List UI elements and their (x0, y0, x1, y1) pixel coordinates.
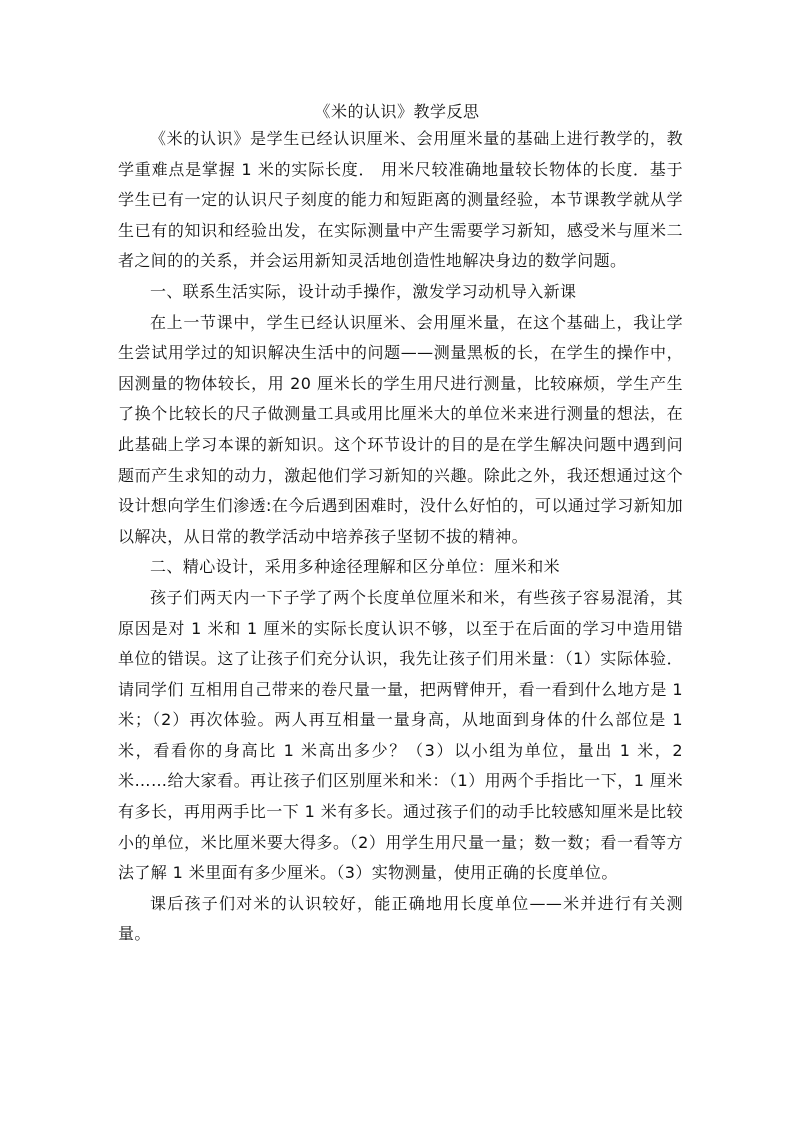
section-1-paragraph: 在上一节课中，学生已经认识厘米、会用厘米量，在这个基础上，我让学生尝试用学过的知识解决生活中的问题——测量黑板的长，在学生的操作中，因测量的物体较长，用 20 厘米长的学生用尺进行测量，比较麻烦，学生产生了换个比较长的尺子做测量工具或用比厘米大的单位米来进行测量的想法，在此基础上学习本课的新知识。这个环节设计的目的是在学生解决问题中遇到问题而产生求知的动力，激起他们学习新知的兴趣。除此之外，我还想通过这个设计想向学生们渗透:在今后遇到困难时，没什么好怕的，可以通过学习新知加以解决，从日常的教学活动中培养孩子坚韧不拔的精神。 (118, 312, 683, 546)
intro-paragraph: 《米的认识》是学生已经认识厘米、会用厘米量的基础上进行教学的，教学重难点是掌握 1 米的实际长度． 用米尺较准确地量较长物体的长度．基于学生已有一定的认识尺子刻度的能力和短距离的测量经验，本节课教学就从学生已有的知识和经验出发，在实际测量中产生需要学习新知，感受米与厘米二者之间的的关系，并会运用新知灵活地创造性地解决身边的数学问题。 (118, 129, 683, 271)
section-heading-2: 二、精心设计，采用多种途径理解和区分单位：厘米和米 (150, 557, 561, 577)
document-body (118, 124, 683, 950)
document-title: 《米的认识》教学反思 (314, 102, 480, 121)
section-heading-1: 一、联系生活实际，设计动手操作，激发学习动机导入新课 (150, 281, 577, 301)
conclusion-paragraph: 课后孩子们对米的认识较好，能正确地用长度单位——米并进行有关测量。 (118, 893, 683, 944)
section-2-paragraph: 孩子们两天内一下子学了两个长度单位厘米和米，有些孩子容易混淆，其原因是对 1 米和 1 厘米的实际长度认识不够，以至于在后面的学习中造用错单位的错误。这了让孩子们充分认识，我先让孩子们用米量：（1）实际体验．请同学们 互相用自己带来的卷尺量一量，把两臂伸开，看一看到什么地方是 1 米；（2）再次体验。两人再互相量一量身高，从地面到身体的什么部位是 1 米，看看你的身高比 1 米高出多少？（3）以小组为单位，量出 1 米，2 米……给大家看。再让孩子们区别厘米和米：（1）用两个手指比一下，1 厘米有多长，再用两手比一下 1 米有多长。通过孩子们的动手比较感知厘米是比较小的单位，米比厘米要大得多。（2）用学生用尺量一量；数一数；看一看等方法了解 1 米里面有多少厘米。（3）实物测量，使用正确的长度单位。 (118, 587, 683, 883)
